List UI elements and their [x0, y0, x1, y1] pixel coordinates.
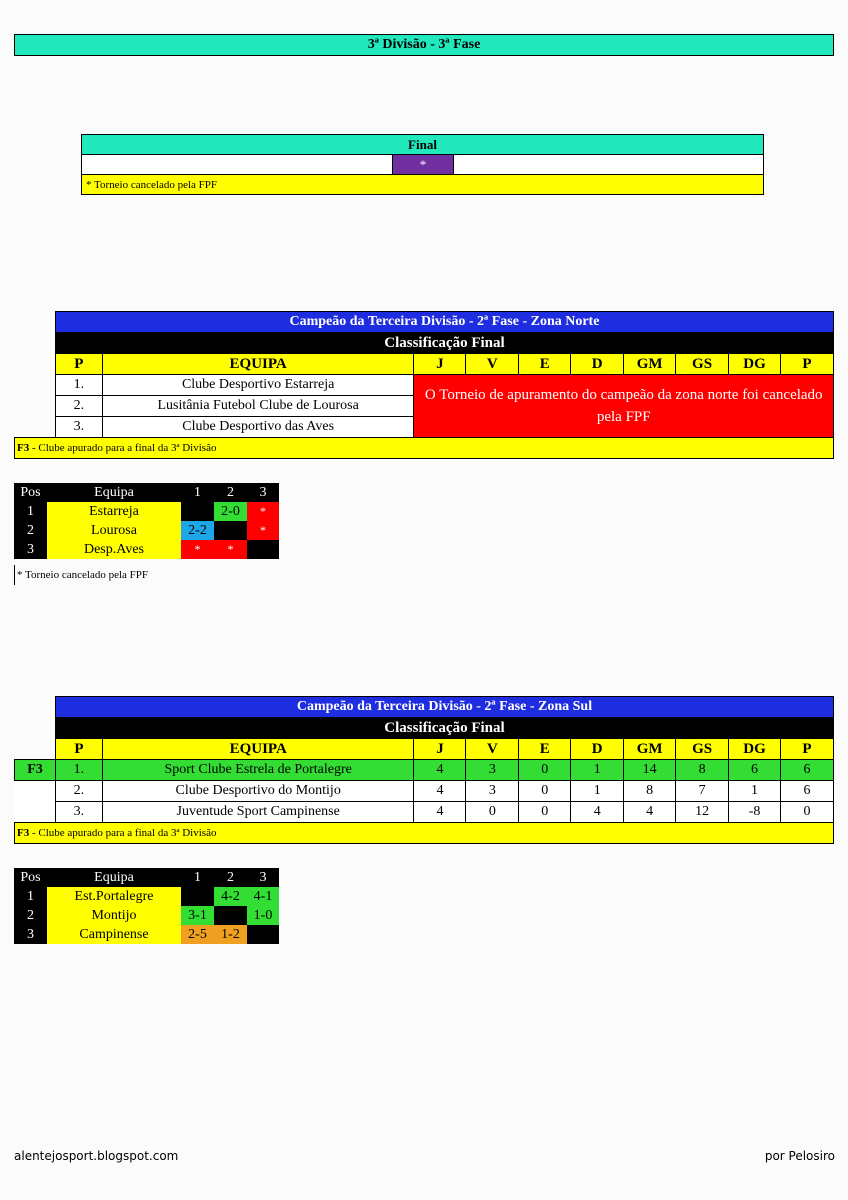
grid-cell: 2-0 [214, 502, 247, 521]
grid-header-pos: Pos [14, 483, 47, 502]
row-team: Sport Clube Estrela de Portalegre [102, 760, 414, 781]
grid-cell: 1-2 [214, 925, 247, 944]
grid-cell [214, 521, 247, 540]
row-team: Clube Desportivo Estarreja [102, 375, 414, 396]
row-d: 1 [571, 781, 624, 802]
row-dg: 1 [729, 781, 781, 802]
sul-results-grid [14, 868, 279, 944]
row-pos: 3. [55, 417, 102, 438]
table-row [15, 375, 834, 396]
grid-cell: * [214, 540, 247, 559]
row-e: 0 [519, 802, 571, 823]
grid-cell: 4-1 [247, 887, 279, 906]
col-header-j: J [414, 354, 466, 375]
footer-site-link[interactable]: alentejosport.blogspot.com [14, 1149, 179, 1163]
col-header-pos: P [55, 354, 102, 375]
row-v: 3 [466, 760, 519, 781]
row-gs: 12 [676, 802, 729, 823]
row-team: Lusitânia Futebol Clube de Lourosa [102, 396, 414, 417]
grid-cell: 2-2 [181, 521, 214, 540]
grid-pos: 1 [14, 887, 47, 906]
grid-row [14, 521, 279, 540]
grid-cell: 2-5 [181, 925, 214, 944]
table-row [15, 781, 834, 802]
grid-pos: 1 [14, 502, 47, 521]
final-header: Final [82, 135, 764, 155]
grid-row [14, 502, 279, 521]
col-header-equipa: EQUIPA [102, 354, 414, 375]
grid-team: Estarreja [47, 502, 181, 521]
grid-row [14, 906, 279, 925]
sul-note [15, 823, 834, 844]
row-pos: 2. [55, 781, 102, 802]
grid-header-equipa: Equipa [47, 483, 181, 502]
grid-pos: 2 [14, 521, 47, 540]
grid-cell: * [181, 540, 214, 559]
grid-row [14, 540, 279, 559]
table-row [15, 760, 834, 781]
grid-header-pos: Pos [14, 868, 47, 887]
final-note: * Torneio cancelado pela FPF [82, 175, 764, 195]
grid-cell [181, 502, 214, 521]
row-pos: 1. [55, 760, 102, 781]
row-gm: 4 [624, 802, 676, 823]
row-pos: 1. [55, 375, 102, 396]
col-header-v: V [466, 739, 519, 760]
sul-title: Campeão da Terceira Divisão - 2ª Fase - Zona Sul [55, 697, 833, 718]
col-header-equipa: EQUIPA [102, 739, 414, 760]
grid-cell [181, 887, 214, 906]
footer-author: por Pelosiro [764, 1149, 835, 1163]
sul-standings-table [14, 696, 834, 844]
grid-cell: * [247, 502, 279, 521]
row-dg: 6 [729, 760, 781, 781]
row-dg: -8 [729, 802, 781, 823]
grid-team: Est.Portalegre [47, 887, 181, 906]
row-e: 0 [519, 781, 571, 802]
grid-header-3: 3 [247, 483, 279, 502]
final-table [81, 134, 764, 195]
grid-team: Lourosa [47, 521, 181, 540]
final-team-left [82, 155, 393, 175]
row-team: Clube Desportivo das Aves [102, 417, 414, 438]
grid-cell: * [247, 521, 279, 540]
col-header-points: P [781, 739, 834, 760]
row-team: Clube Desportivo do Montijo [102, 781, 414, 802]
grid-pos: 2 [14, 906, 47, 925]
col-header-e: E [519, 354, 571, 375]
row-gs: 8 [676, 760, 729, 781]
grid-team: Campinense [47, 925, 181, 944]
row-j: 4 [414, 760, 466, 781]
grid-team: Desp.Aves [47, 540, 181, 559]
row-gm: 8 [624, 781, 676, 802]
row-d: 4 [571, 802, 624, 823]
col-header-points: P [780, 354, 833, 375]
grid-row [14, 887, 279, 906]
grid-cell: 3-1 [181, 906, 214, 925]
note-text: - Clube apurado para a final da 3ª Divisão [29, 442, 217, 454]
row-v: 3 [466, 781, 519, 802]
final-team-right [454, 155, 764, 175]
row-e: 0 [519, 760, 571, 781]
col-header-gs: GS [676, 354, 729, 375]
grid-team: Montijo [47, 906, 181, 925]
page-title: 3ª Divisão - 3ª Fase [14, 34, 834, 56]
grid-header-1: 1 [181, 868, 214, 887]
grid-cell: 1-0 [247, 906, 279, 925]
col-header-dg: DG [729, 354, 781, 375]
norte-standings-table [14, 311, 834, 459]
row-j: 4 [414, 802, 466, 823]
col-header-v: V [466, 354, 519, 375]
grid-cell: 4-2 [214, 887, 247, 906]
row-gs: 7 [676, 781, 729, 802]
grid-cell [247, 925, 279, 944]
table-row [15, 802, 834, 823]
note-tag: F3 [17, 442, 30, 454]
final-cancelled-cell: * [393, 155, 454, 175]
grid-row [14, 925, 279, 944]
norte-cancel-message: O Torneio de apuramento do campeão da zona norte foi cancelado pela FPF [414, 375, 834, 438]
note-tag: F3 [17, 827, 30, 839]
row-points: 6 [781, 760, 834, 781]
norte-note [15, 438, 834, 459]
norte-results-grid [14, 483, 279, 559]
norte-grid-note: * Torneio cancelado pela FPF [14, 565, 148, 585]
grid-header-2: 2 [214, 483, 247, 502]
grid-pos: 3 [14, 925, 47, 944]
norte-subtitle: Classificação Final [55, 333, 833, 354]
col-header-d: D [571, 739, 624, 760]
col-header-d: D [571, 354, 624, 375]
row-gm: 14 [624, 760, 676, 781]
grid-cell [247, 540, 279, 559]
row-j: 4 [414, 781, 466, 802]
row-points: 6 [781, 781, 834, 802]
note-text: - Clube apurado para a final da 3ª Divisão [29, 827, 217, 839]
col-header-pos: P [55, 739, 102, 760]
grid-cell [214, 906, 247, 925]
col-header-gm: GM [624, 739, 676, 760]
col-header-dg: DG [729, 739, 781, 760]
col-header-gs: GS [676, 739, 729, 760]
col-header-e: E [519, 739, 571, 760]
row-v: 0 [466, 802, 519, 823]
col-header-j: J [414, 739, 466, 760]
grid-header-3: 3 [247, 868, 279, 887]
grid-header-1: 1 [181, 483, 214, 502]
row-d: 1 [571, 760, 624, 781]
grid-header-2: 2 [214, 868, 247, 887]
row-pos: 3. [55, 802, 102, 823]
grid-pos: 3 [14, 540, 47, 559]
row-team: Juventude Sport Campinense [102, 802, 414, 823]
sul-subtitle: Classificação Final [55, 718, 833, 739]
grid-header-equipa: Equipa [47, 868, 181, 887]
col-header-gm: GM [624, 354, 676, 375]
row-pos: 2. [55, 396, 102, 417]
norte-title: Campeão da Terceira Divisão - 2ª Fase - Zona Norte [55, 312, 833, 333]
qualified-tag: F3 [15, 760, 56, 781]
row-points: 0 [781, 802, 834, 823]
